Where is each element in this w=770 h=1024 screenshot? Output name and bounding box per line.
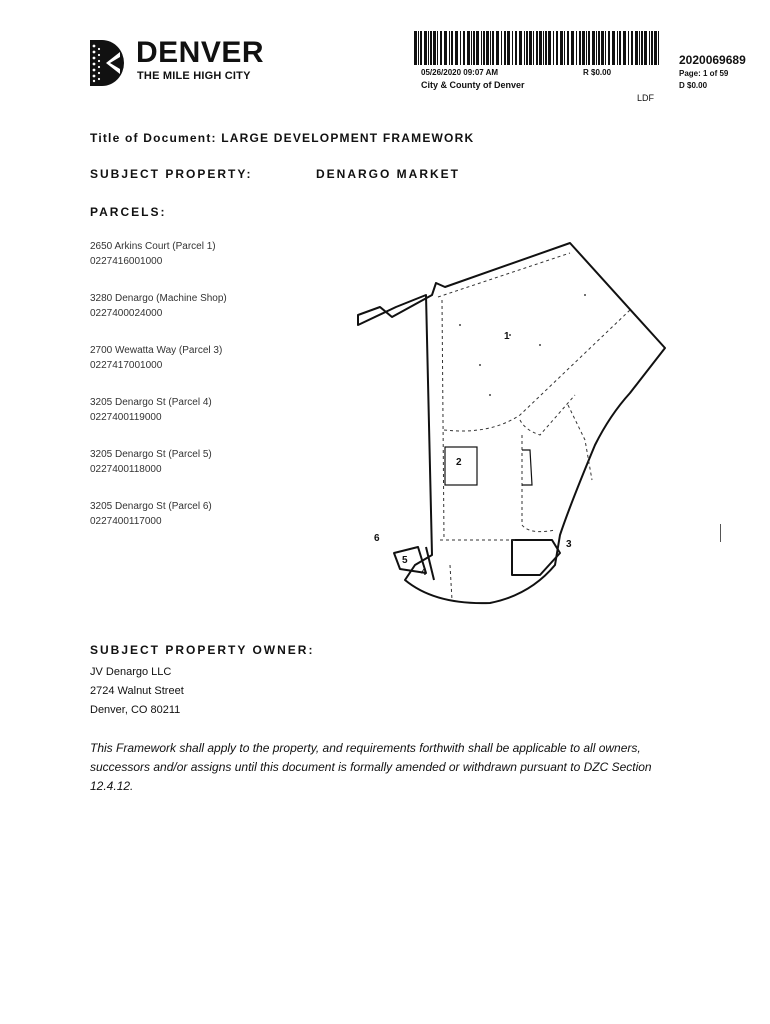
subject-property-label: SUBJECT PROPERTY: <box>90 167 253 181</box>
parcel-number: 0227416001000 <box>90 256 163 267</box>
owner-address <box>90 663 184 720</box>
street-line <box>444 310 630 431</box>
owner-city: Denver, CO 80211 <box>90 704 181 716</box>
denver-logo-icon <box>90 40 126 86</box>
parcel-label: 6 <box>374 533 380 544</box>
parcel-number: 0227417001000 <box>90 360 163 371</box>
parcel-item <box>90 291 330 343</box>
recording-fee-r: R $0.00 <box>583 68 612 77</box>
street-line <box>568 405 592 480</box>
framework-notice: This Framework shall apply to the property, and requirements forthwith shall be applicable to all owners, successors and/or assigns until this document is formally amended or withdrawn pursuant to DZC Section 12.4.12. <box>90 741 652 793</box>
subject-property-value: DENARGO MARKET <box>316 167 460 181</box>
street-line <box>442 300 444 540</box>
parcel-address: 3280 Denargo (Machine Shop) <box>90 293 227 304</box>
logo-wordmark: DENVER <box>136 36 265 69</box>
owner-street: 2724 Walnut Street <box>90 685 184 697</box>
margin-mark <box>720 524 721 542</box>
parcel-number: 0227400024000 <box>90 308 163 319</box>
recording-county: City & County of Denver <box>421 80 525 90</box>
street-line <box>520 395 575 435</box>
parcel-address: 2700 Wewatta Way (Parcel 3) <box>90 345 223 356</box>
street-line <box>522 450 532 485</box>
site-map <box>340 235 680 615</box>
street-line <box>438 253 570 297</box>
parcel-number: 0227400117000 <box>90 516 162 527</box>
parcel-label: 3 <box>566 539 572 550</box>
parcel-address: 3205 Denargo St (Parcel 4) <box>90 397 212 408</box>
parcel-3-outline <box>512 540 560 575</box>
recording-datetime: 05/26/2020 09:07 AM <box>421 68 499 77</box>
barcode-icon <box>414 31 662 65</box>
parcel-label: 4 <box>421 567 427 578</box>
parcel-label: 5 <box>402 555 408 566</box>
parcel-address: 3205 Denargo St (Parcel 6) <box>90 501 212 512</box>
parcel-item <box>90 447 330 499</box>
logo-tagline: THE MILE HIGH CITY <box>137 70 251 82</box>
parcel-address: 2650 Arkins Court (Parcel 1) <box>90 241 216 252</box>
parcel-item <box>90 499 330 551</box>
street-line <box>450 565 452 600</box>
owner-name: JV Denargo LLC <box>90 666 172 678</box>
recording-page: Page: 1 of 59 <box>679 69 729 78</box>
parcels-label: PARCELS: <box>90 205 167 219</box>
reception-number: 2020069689 <box>679 53 746 67</box>
parcel-list <box>90 239 330 551</box>
parcel-number: 0227400119000 <box>90 412 162 423</box>
parcel-address: 3205 Denargo St (Parcel 5) <box>90 449 212 460</box>
document-title: Title of Document: LARGE DEVELOPMENT FRAMEWORK <box>90 131 475 145</box>
parcel-number: 0227400118000 <box>90 464 162 475</box>
parcel-item <box>90 395 330 447</box>
recording-clerk-code: LDF <box>637 93 655 103</box>
parcel-label: 2 <box>456 457 462 468</box>
parcel-item <box>90 343 330 395</box>
recording-fee-d: D $0.00 <box>679 81 708 90</box>
owner-label: SUBJECT PROPERTY OWNER: <box>90 643 315 657</box>
parcel-label: 1 <box>504 331 510 342</box>
parcel-item <box>90 239 330 291</box>
